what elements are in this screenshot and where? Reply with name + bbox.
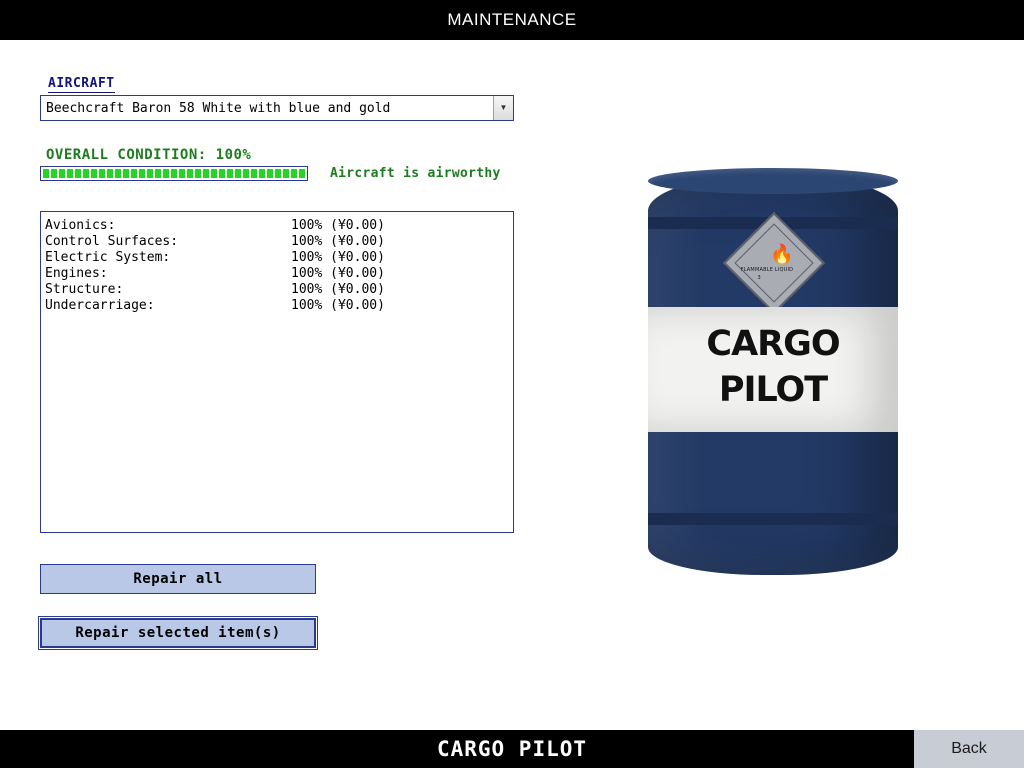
component-name: Engines: <box>45 266 108 281</box>
repair-selected-button[interactable]: Repair selected item(s) <box>40 618 316 648</box>
list-item[interactable] <box>41 266 513 282</box>
overall-condition-label: OVERALL CONDITION: 100% <box>46 147 252 163</box>
chevron-down-glyph: ▼ <box>499 103 508 112</box>
barrel-top <box>648 168 898 194</box>
component-value: 100% (¥0.00) <box>291 298 385 313</box>
component-name: Control Surfaces: <box>45 234 179 249</box>
cargo-barrel-image <box>630 165 920 585</box>
barrel-brand-line2: PILOT <box>718 370 828 410</box>
back-button[interactable]: Back <box>914 730 1024 768</box>
repair-all-button[interactable]: Repair all <box>40 564 316 594</box>
aircraft-select[interactable] <box>40 95 514 121</box>
bottom-bar <box>0 730 1024 768</box>
component-name: Structure: <box>45 282 124 297</box>
aircraft-label: AIRCRAFT <box>48 76 115 91</box>
list-item[interactable] <box>41 250 513 266</box>
list-item[interactable] <box>41 234 513 250</box>
component-list[interactable] <box>40 211 514 533</box>
barrel-brand <box>648 321 898 413</box>
component-value: 100% (¥0.00) <box>291 234 385 249</box>
component-value: 100% (¥0.00) <box>291 266 385 281</box>
list-item[interactable] <box>41 218 513 234</box>
condition-progress-fill <box>43 169 305 178</box>
list-item[interactable] <box>41 282 513 298</box>
component-name: Electric System: <box>45 250 171 265</box>
hazard-class: 3 <box>757 274 761 281</box>
barrel-band-bottom <box>648 513 898 525</box>
game-title: CARGO PILOT <box>436 737 588 761</box>
hazard-label: FLAMMABLE LIQUID <box>740 267 794 274</box>
chevron-down-icon[interactable] <box>493 96 513 120</box>
barrel-brand-line1: CARGO <box>706 324 840 364</box>
component-name: Undercarriage: <box>45 298 155 313</box>
airworthy-status: Aircraft is airworthy <box>330 166 501 181</box>
component-name: Avionics: <box>45 218 116 233</box>
flame-icon: 🔥 <box>770 244 794 266</box>
list-item[interactable] <box>41 298 513 314</box>
title-bar <box>0 0 1024 40</box>
component-value: 100% (¥0.00) <box>291 250 385 265</box>
maintenance-panel <box>0 40 560 730</box>
page-title: MAINTENANCE <box>447 10 577 29</box>
barrel-white-band <box>648 307 898 432</box>
condition-progress-bar <box>40 166 308 181</box>
component-value: 100% (¥0.00) <box>291 282 385 297</box>
aircraft-select-value: Beechcraft Baron 58 White with blue and gold <box>46 100 391 116</box>
component-value: 100% (¥0.00) <box>291 218 385 233</box>
